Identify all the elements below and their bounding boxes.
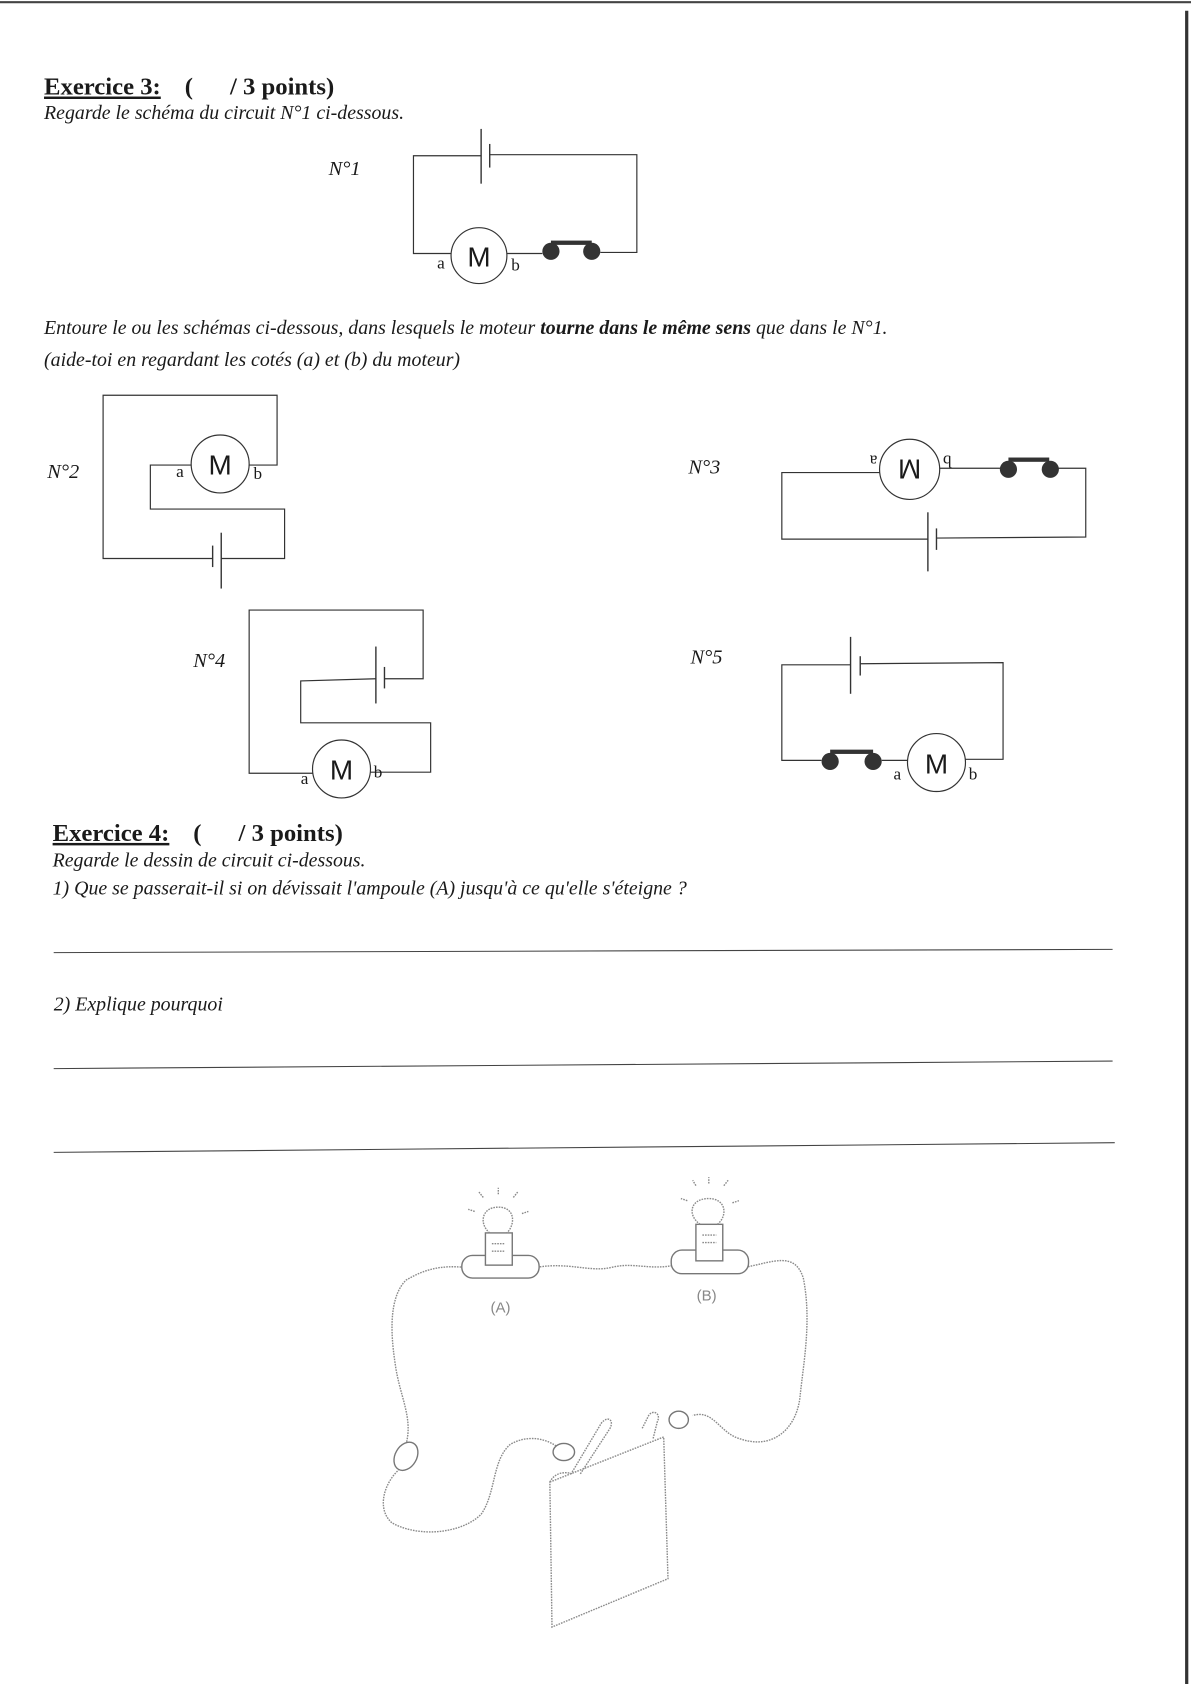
wire <box>537 1265 674 1269</box>
circuit-label: N°5 <box>690 646 723 669</box>
exercise4-question1: 1) Que se passerait-il si on dévissait l'ampoule (A) jusqu'à ce qu'elle s'éteigne ? <box>52 877 687 900</box>
exercise4-instruction: Regarde le dessin de circuit ci-dessous. <box>52 849 366 872</box>
exercise4-question2: 2) Explique pourquoi <box>53 993 223 1016</box>
circuit-label: N°4 <box>193 649 226 672</box>
wire <box>392 1267 464 1445</box>
circuit-3[interactable] <box>687 439 1085 571</box>
bulb-a-icon <box>462 1188 539 1278</box>
crocodile-clip-icon <box>669 1411 688 1428</box>
terminal-b: b <box>511 255 520 275</box>
exercise3-score: ( / 3 points) <box>184 73 335 101</box>
terminal-a: a <box>869 451 878 471</box>
exercise4-heading: Exercice 4: <box>52 819 170 847</box>
exercise3-heading: Exercice 3: <box>44 73 161 101</box>
motor-label: M <box>467 241 491 273</box>
crocodile-clip-icon <box>389 1438 423 1475</box>
motor-label: M <box>898 453 922 485</box>
exercise3-task: Entoure le ou les schémas ci-dessous, dans lesquels le moteur tourne dans le même sens que dans le N°1. <box>44 317 888 340</box>
switch-icon <box>1000 458 1059 478</box>
crocodile-clip-icon <box>553 1443 574 1460</box>
circuit-1[interactable] <box>328 129 637 284</box>
terminal-a: a <box>893 764 902 784</box>
circuit-label: N°3 <box>688 456 721 479</box>
exercise4-score: ( / 3 points) <box>193 819 343 847</box>
answer-line-2[interactable] <box>54 1061 1113 1069</box>
terminal-a: a <box>300 769 309 789</box>
terminal-b: b <box>968 764 978 784</box>
switch-icon <box>822 750 882 770</box>
motor-label: M <box>329 754 354 786</box>
bulb-a-label: (A) <box>490 1299 511 1317</box>
motor-label: M <box>208 449 232 481</box>
answer-line-1[interactable] <box>54 949 1113 952</box>
circuit-2[interactable] <box>46 395 284 588</box>
circuit-label: N°1 <box>328 158 361 181</box>
circuit-4[interactable] <box>192 610 430 798</box>
circuit-5[interactable] <box>690 637 1004 792</box>
bulb-b-label: (B) <box>696 1287 717 1305</box>
terminal-b: b <box>942 451 952 471</box>
exercise3-instruction: Regarde le schéma du circuit N°1 ci-dessous. <box>44 102 405 125</box>
terminal-a: a <box>437 253 445 273</box>
terminal-b: b <box>373 762 383 782</box>
terminal-b: b <box>253 464 263 484</box>
terminal-a: a <box>176 461 184 481</box>
circuit-drawing <box>383 1177 807 1627</box>
circuit-label: N°2 <box>47 460 80 483</box>
bulb-b-icon <box>671 1177 748 1274</box>
motor-label: M <box>924 748 949 780</box>
exercise3-hint: (aide-toi en regardant les cotés (a) et (b) du moteur) <box>44 349 461 372</box>
switch-icon <box>542 241 600 260</box>
answer-line-3[interactable] <box>54 1143 1115 1153</box>
